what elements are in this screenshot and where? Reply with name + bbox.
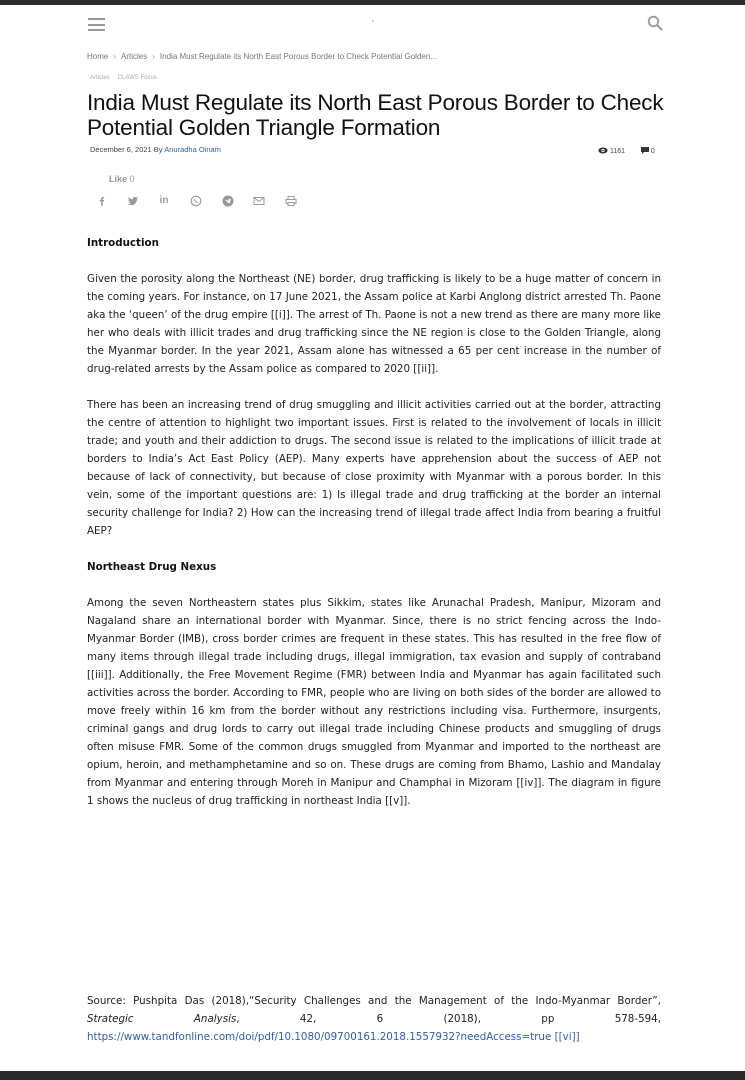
like-label: Like [109, 174, 128, 184]
view-count: 1161 [609, 148, 626, 155]
telegram-icon[interactable] [222, 195, 234, 207]
byline-prefix: By [153, 145, 163, 154]
comment-count: 0 [650, 148, 655, 155]
eye-icon [598, 147, 608, 156]
search-icon[interactable] [647, 15, 663, 31]
article-meta [90, 145, 221, 154]
source-url-link[interactable]: https://www.tandfonline.com/doi/pdf/10.1080/09700161.2018.1557932?needAccess=true [87, 1031, 552, 1043]
breadcrumb-home[interactable]: Home [87, 52, 109, 61]
author-link[interactable]: Anuradha Oinam [164, 145, 221, 154]
section-heading-northeast-drug-nexus: Northeast Drug Nexus [87, 561, 217, 573]
email-icon[interactable] [253, 195, 265, 207]
linkedin-icon[interactable]: in [159, 195, 169, 206]
paragraph: There has been an increasing trend of drug smuggling and illicit activities carried out at the border, attracting the centre of attention to highlight two important issues. First is related to the involvement of locals in illicit trade; and youth and their addiction to drugs. The second issue is related to the implications of illicit trade at borders to India’s Act East Policy (AEP). Many experts have apprehension about the success of AEP not because of lack of connectivity, but because of close proximity with Myanmar with a porous border. In this vein, some of the important questions are: 1) Is illegal trade and drug trafficking at the border an internal security challenge for India? 2) How can the increasing trend of illegal trade affect India from bearing a fruitful AEP? [87, 399, 661, 537]
source-journal: Strategic Analysis [87, 1013, 237, 1025]
section-heading-introduction: Introduction [87, 237, 159, 249]
article-date: December 6, 2021 [90, 145, 152, 154]
category-tags [90, 75, 165, 81]
like-count: 0 [129, 174, 135, 184]
article-title: India Must Regulate its North East Porous Border to Check Potential Golden Triangle Formation [87, 90, 664, 140]
paragraph: Among the seven Northeastern states plus Sikkim, states like Arunachal Pradesh, Manipur, Mizoram and Nagaland share an international border with Myanmar. Since, there is no strict fencing across the Indo-Myanmar Border (IMB), cross border crimes are frequent in these states. This has resulted in the free flow of many items through illegal trade including drugs, illegal immigration, tax evasion and supply of contraband [[iii]]. Additionally, the Free Movement Regime (FMR) between India and Myanmar has again facilitated such activities across the border. According to FMR, people who are living on both sides of the border are allowed to move freely within 16 km from the border without any restrictions including visa. Furthermore, insurgents, criminal gangs and drug lords to carry out illegal trade including Chinese products and smuggling of drugs often misuse FMR. Some of the common drugs smuggled from Myanmar and imported to the northeast are opium, heroin, and methamphetamine and so on. These drugs are coming from Bhamo, Lashio and Mandalay from Myanmar and entering through Moreh in Manipur and Champhai in Mizoram [[iv]]. The diagram in figure 1 shows the nucleus of drug trafficking in northeast India [[v]]. [87, 597, 661, 807]
source-prefix: Source: Pushpita Das (2018),“Security Challenges and the Management of the Indo-Myanmar Border”, [87, 995, 661, 1007]
chevron-right-icon: › [113, 52, 117, 61]
print-icon[interactable] [285, 195, 297, 207]
bottom-bar [0, 1071, 745, 1080]
figure-source-caption [87, 992, 661, 1046]
twitter-icon[interactable] [127, 195, 139, 207]
paragraph: Given the porosity along the Northeast (NE) border, drug trafficking is likely to be a huge matter of concern in the coming years. For instance, on 17 June 2021, the Assam police at Karbi Anglong district arrested Th. Paone aka the ‘queen’ of the drug empire [[i]]. The arrest of Th. Paone is not a new trend as there are many more like her who deals with illicit trades and drug trafficking since the NE region is close to the Golden Triangle, along the Myanmar border. In the year 2021, Assam alone has witnessed a 65 per cent increase in the number of drug-related arrests by the Assam police as compared to 2020 [[ii]]. [87, 273, 661, 375]
category-tag-claws-focus[interactable]: CLAWS Focus [117, 75, 157, 81]
like-button[interactable] [109, 174, 135, 184]
facebook-icon[interactable] [96, 195, 108, 207]
breadcrumb [87, 52, 437, 61]
chevron-right-icon: › [152, 52, 155, 61]
category-tag-articles[interactable]: Articles [90, 75, 110, 81]
breadcrumb-current: India Must Regulate its North East Porous Border to Check Potential Golden... [159, 52, 437, 61]
comments-link[interactable] [641, 148, 655, 155]
breadcrumb-articles[interactable]: Articles [121, 52, 148, 61]
footnote-ref-vi[interactable]: [[vi]] [554, 1031, 580, 1043]
comment-icon [641, 147, 649, 156]
hamburger-menu-icon[interactable] [88, 18, 105, 31]
source-details: , 42, 6 (2018), pp 578-594, [236, 1013, 661, 1025]
header-dot [372, 20, 374, 22]
article-stats [598, 147, 655, 156]
whatsapp-icon[interactable] [190, 195, 202, 207]
top-bar [0, 0, 745, 5]
